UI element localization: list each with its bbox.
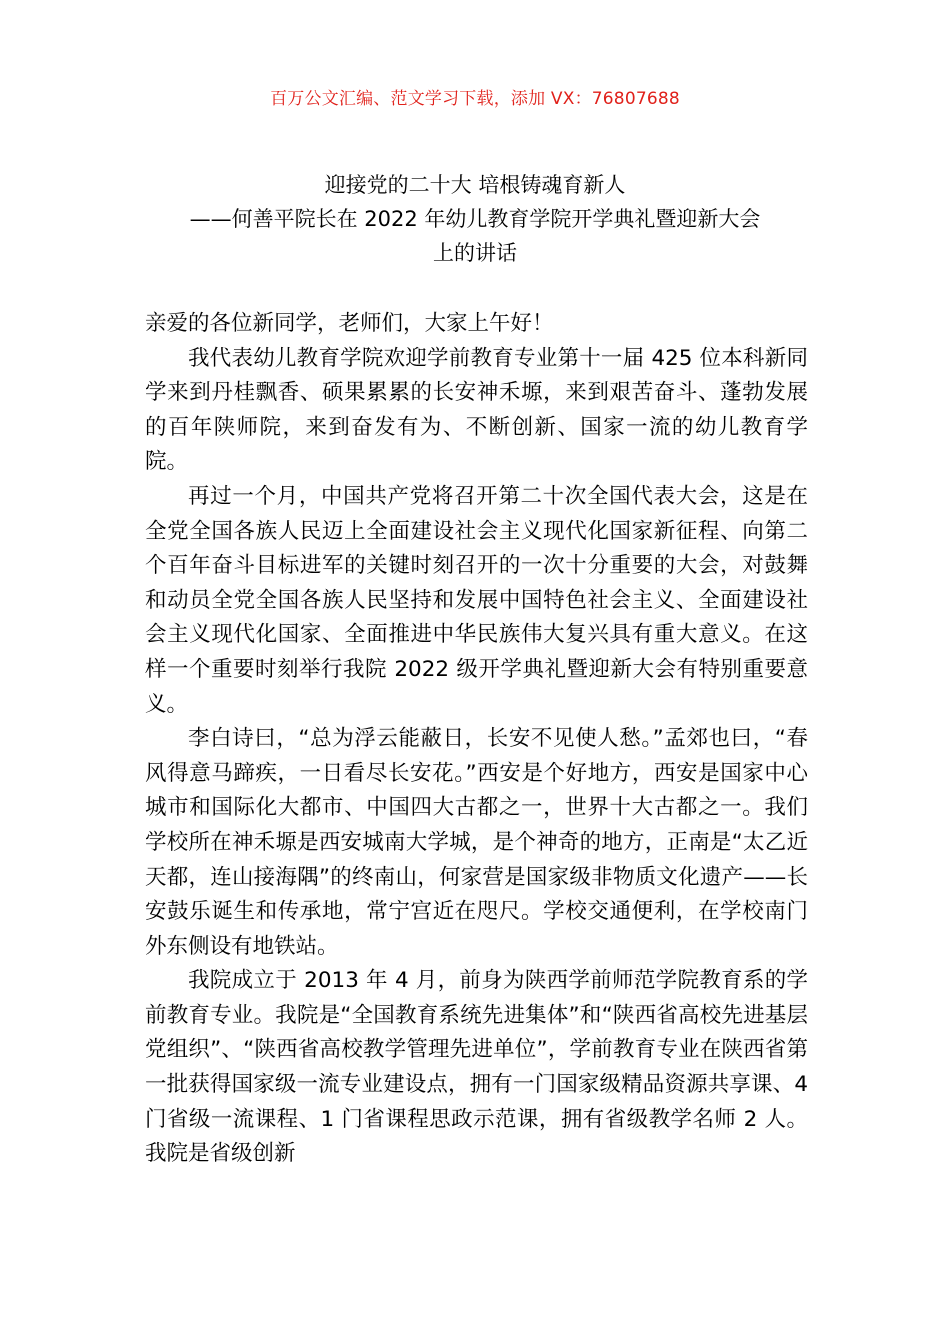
title-line-1: 迎接党的二十大 培根铸魂育新人 [324, 173, 626, 197]
paragraph-xian: 李白诗曰，“总为浮云能蔽日，长安不见使人愁。”孟郊也曰，“春风得意马蹄疾，一日看尽长安花。”西安是个好地方，西安是国家中心城市和国际化大都市、中国四大古都之一，世界十大古都之一。我们学校所在神禾塬是西安城南大学城，是个神奇的地方，正南是“太乙近天都，连山接海隅”的终南山，何家营是国家级非物质文化遗产——长安鼓乐诞生和传承地，常宁宫近在咫尺。学校交通便利，在学校南门外东侧设有地铁站。 [145, 726, 808, 959]
paragraph-party-congress: 再过一个月，中国共产党将召开第二十次全国代表大会，这是在全党全国各族人民迈上全面建设社会主义现代化国家新征程、向第二个百年奋斗目标进军的关键时刻召开的一次十分重要的大会，对鼓舞和动员全党全国各族人民坚持和发展中国特色社会主义、全面建设社会主义现代化国家、全面推进中华民族伟大复兴具有重大意义。在这样一个重要时刻举行我院 2022 级开学典礼暨迎新大会有特别重要意义。 [145, 483, 808, 717]
speech-body [145, 307, 808, 1172]
title-line-2: ——何善平院长在 2022 年幼儿教育学院开学典礼暨迎新大会 [189, 207, 761, 231]
greeting: 亲爱的各位新同学，老师们，大家上午好！ [145, 311, 554, 336]
title-line-3: 上的讲话 [433, 241, 517, 265]
paragraph-college-history: 我院成立于 2013 年 4 月，前身为陕西学前师范学院教育系的学前教育专业。我院是“全国教育系统先进集体”和“陕西省高校先进基层党组织”、“陕西省高校教学管理先进单位”，学前教育专业在陕西省第一批获得国家级一流专业建设点，拥有一门国家级精品资源共享课、4 门省级一流课程、1 门省课程思政示范课，拥有省级教学名师 2 人。我院是省级创新 [145, 968, 808, 1167]
header-note: 百万公文汇编、范文学习下载，添加 VX：76807688 [270, 89, 680, 109]
speech-title [120, 168, 830, 270]
paragraph-welcome: 我代表幼儿教育学院欢迎学前教育专业第十一届 425 位本科新同学来到丹桂飘香、硕果累累的长安神禾塬，来到艰苦奋斗、蓬勃发展的百年陕师院，来到奋发有为、不断创新、国家一流的幼儿教育学院。 [145, 345, 808, 475]
